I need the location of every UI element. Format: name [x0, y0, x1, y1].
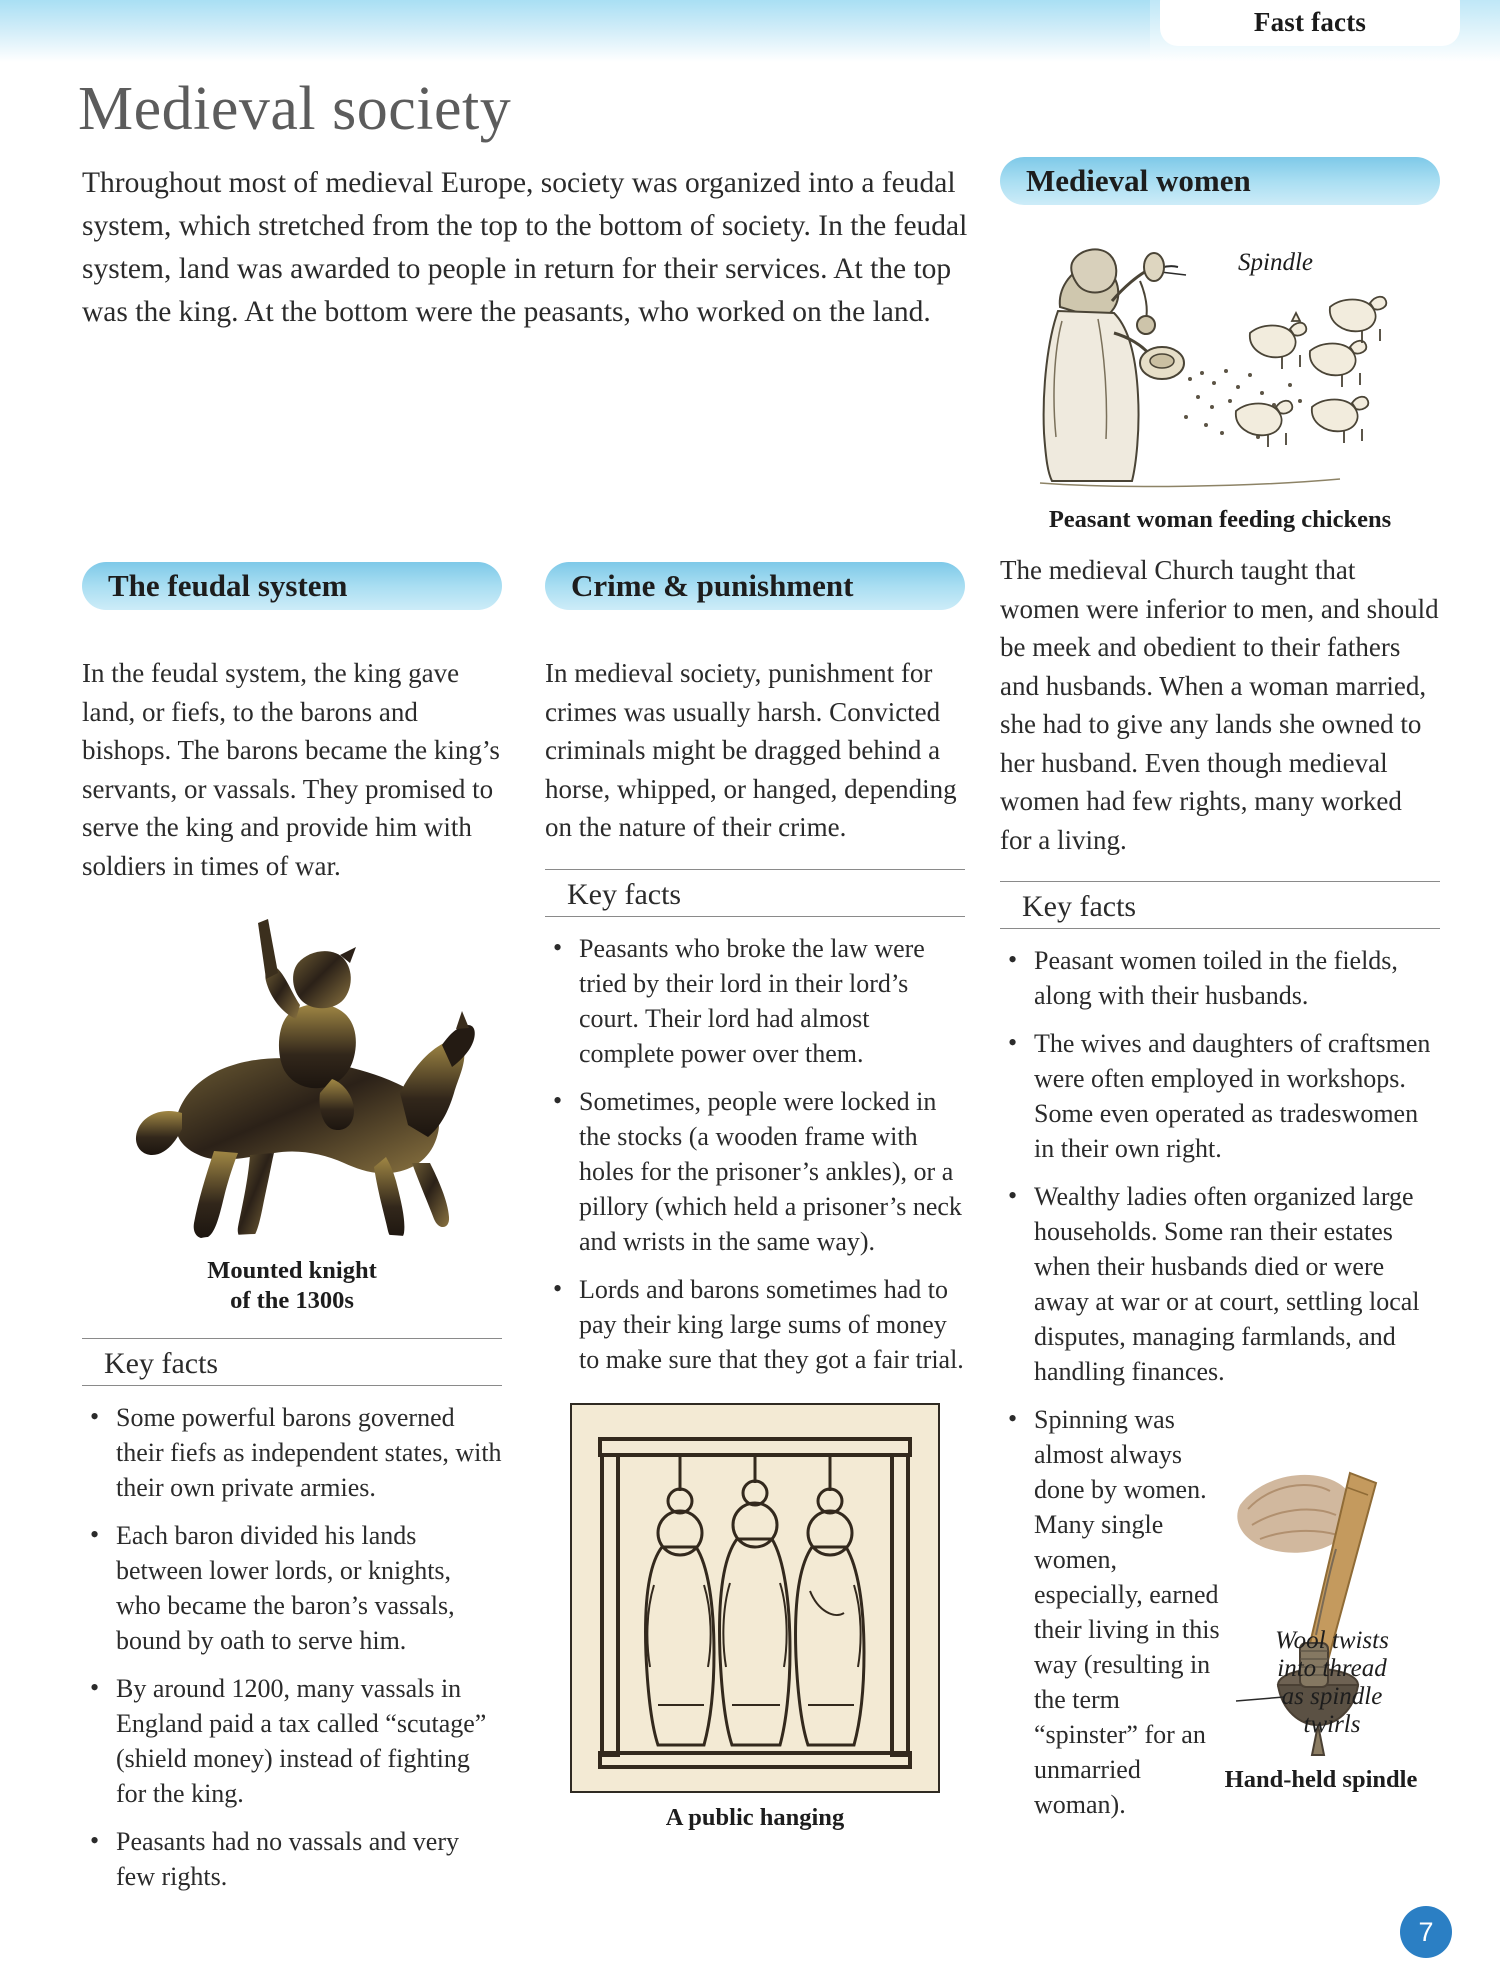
feudal-keyfacts-title: Key facts	[82, 1339, 502, 1386]
page-content	[0, 62, 1500, 1984]
knight-caption-line2: of the 1300s	[230, 1287, 354, 1314]
list-item: • Peasants who broke the law were tried by their lord in their lord’s court. Their lord had almost complete power over them.	[545, 931, 965, 1071]
section-header-feudal-label: The feudal system	[108, 568, 348, 603]
list-item: • By around 1200, many vassals in England paid a tax called “scutage” (shield money) instead of fighting for the king.	[82, 1671, 502, 1811]
hand-held-spindle-caption: Hand-held spindle	[1224, 1766, 1418, 1793]
crime-body: In medieval society, punishment for crimes was usually harsh. Convicted criminals might be dragged behind a horse, whipped, or hanged, depending on the nature of their crime.	[545, 658, 957, 842]
knight-caption-line1: Mounted knight	[207, 1257, 377, 1284]
feudal-keyfacts-list	[82, 1400, 502, 1894]
section-header-women-label: Medieval women	[1026, 163, 1251, 198]
column-feudal-system	[82, 562, 502, 1907]
wool-twists-line2: into thread	[1277, 1655, 1387, 1682]
women-body: The medieval Church taught that women were inferior to men, and should be meek and obedient to their fathers and husbands. When a woman married, she had to give any lands she owned to her husband. Even though medieval women had few rights, many worked for a living.	[1000, 555, 1439, 855]
fast-facts-tab	[1160, 0, 1460, 46]
knight-caption	[82, 1256, 502, 1316]
section-header-women	[1000, 157, 1440, 205]
page-title: Medieval society	[78, 75, 512, 143]
section-header-feudal	[82, 562, 502, 610]
feudal-body: In the feudal system, the king gave land, or fiefs, to the barons and bishops. The barons became the king’s servants, or vassals. They promised to serve the king and provide him with soldiers in times of war.	[82, 658, 500, 881]
peasant-woman-illustration	[1000, 211, 1440, 511]
list-item: • Sometimes, people were locked in the stocks (a wooden frame with holes for the prisoner’s ankles), or a pillory (which held a prisoner’s neck and wrists in the same way).	[545, 1084, 965, 1259]
top-gradient-band-left	[0, 0, 1150, 62]
women-keyfacts-title: Key facts	[1000, 882, 1440, 929]
list-item: • Peasant women toiled in the fields, along with their husbands.	[1000, 943, 1440, 1013]
list-item: • Some powerful barons governed their fiefs as independent states, with their own private armies.	[82, 1400, 502, 1505]
public-hanging-illustration	[572, 1405, 938, 1791]
list-item: • Peasants had no vassals and very few rights.	[82, 1824, 502, 1894]
spindle-label: Spindle	[1238, 249, 1313, 276]
section-header-crime-label: Crime & punishment	[571, 568, 854, 603]
list-item: • Spinning was almost always done by women. Many single women, especially, earned their living in this way (resulting in the term “spinster” for an unmarried woman).	[1000, 1402, 1224, 1822]
wool-twists-line3: as spindle	[1281, 1683, 1383, 1710]
list-item: • Wealthy ladies often organized large households. Some ran their estates when their husbands died or were away at war or at court, settling local disputes, managing farmlands, and handling finances.	[1000, 1179, 1440, 1389]
crime-keyfacts-list	[545, 931, 965, 1377]
column-medieval-women	[1000, 157, 1440, 1835]
list-item: • Each baron divided his lands between lower lords, or knights, who became the baron’s vassals, bound by oath to serve him.	[82, 1518, 502, 1658]
page-number-badge: 7	[1400, 1906, 1452, 1958]
wool-twists-line1: Wool twists	[1275, 1627, 1389, 1654]
section-header-crime	[545, 562, 965, 610]
list-item: • The wives and daughters of craftsmen were often employed in workshops. Some even operated as tradeswomen in their own right.	[1000, 1026, 1440, 1166]
hanging-caption: A public hanging	[665, 1803, 845, 1831]
fast-facts-label: Fast facts	[1253, 7, 1367, 37]
peasant-woman-caption: Peasant woman feeding chickens	[1048, 506, 1392, 533]
mounted-knight-illustration	[82, 901, 502, 1256]
list-item: • Lords and barons sometimes had to pay their king large sums of money to make sure that they got a fair trial.	[545, 1272, 965, 1377]
wool-twists-caption	[1242, 1627, 1422, 1739]
wool-twists-line4: twirls	[1303, 1711, 1361, 1738]
intro-paragraph: Throughout most of medieval Europe, society was organized into a feudal system, which stretched from the top to the bottom of society. In the feudal system, land was awarded to people in return for their services. At the top was the king. At the bottom were the peasants, who worked on the land.	[82, 167, 968, 328]
column-crime-punishment	[545, 562, 965, 1833]
figure-peasant-woman	[1000, 211, 1440, 511]
crime-keyfacts-title: Key facts	[545, 870, 965, 917]
figure-mounted-knight	[82, 901, 502, 1256]
figure-public-hanging	[570, 1403, 940, 1793]
